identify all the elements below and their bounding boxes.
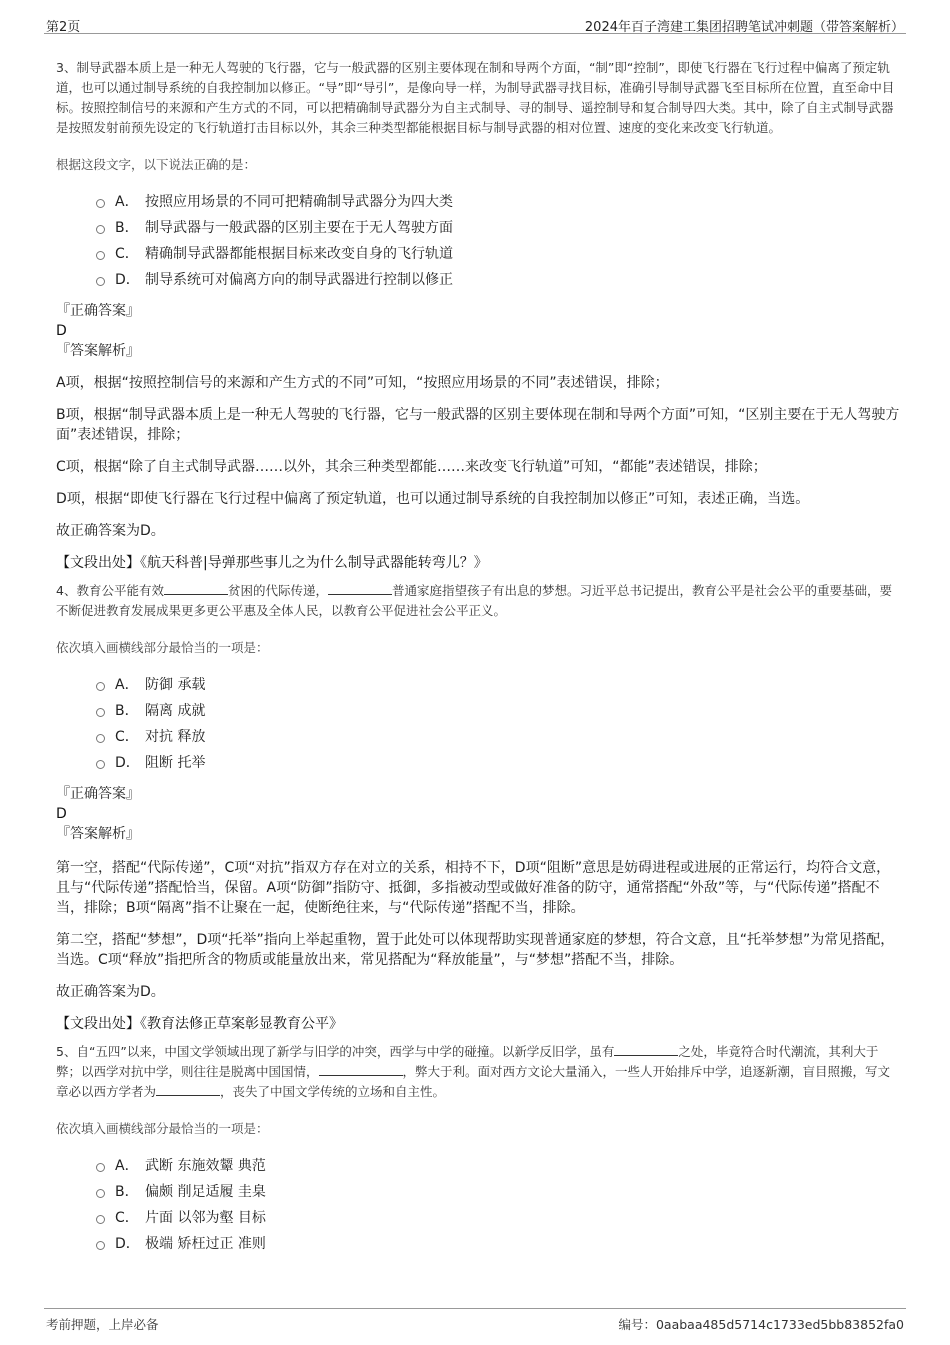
analysis-label: 『答案解析』: [56, 343, 140, 359]
question-3: [56, 58, 902, 573]
document-title: 2024年百子湾建工集团招聘笔试冲刺题（带答案解析）: [584, 20, 904, 35]
text-source: 【文段出处】《航天科普|导弹那些事儿之为什么制导武器能转弯儿？》: [56, 555, 488, 571]
option-b[interactable]: B． 偏颇 削足适履 圭臬: [96, 1179, 902, 1205]
question-5-prompt: 依次填入画横线部分最恰当的一项是：: [56, 1121, 269, 1136]
analysis-conclusion: 故正确答案为D。: [56, 523, 165, 539]
option-d[interactable]: D． 制导系统可对偏离方向的制导武器进行控制以修正: [96, 267, 902, 293]
question-3-prompt: 根据这段文字，以下说法正确的是：: [56, 157, 257, 172]
answer-label: 『正确答案』: [56, 303, 140, 319]
analysis-paragraph: 第一空，搭配“代际传递”，C项“对抗”指双方存在对立的关系，相持不下，D项“阻断”意思是妨碍进程或进展的正常运行，均符合文意，且与“代际传递”搭配恰当，保留。A项“防御”指防守、抵御，多指被动型或做好准备的防守，通常搭配“外敌”等，与“代际传递”搭配不当，排除；B项“隔离”指不让聚在一起，使断绝往来，与“代际传递”搭配不当，排除。: [56, 860, 891, 916]
radio-icon[interactable]: [96, 682, 105, 691]
question-4-options: [96, 672, 902, 776]
radio-icon[interactable]: [96, 199, 105, 208]
fill-blank: [614, 1043, 678, 1056]
text-source: 【文段出处】《教育法修正草案彰显教育公平》: [56, 1016, 343, 1032]
option-c[interactable]: C． 对抗 释放: [96, 724, 902, 750]
analysis-paragraph: B项，根据“制导武器本质上是一种无人驾驶的飞行器，它与一般武器的区别主要体现在制和导两个方面”可知，“区别主要在于无人驾驶方面”表述错误，排除；: [56, 407, 900, 443]
radio-icon[interactable]: [96, 760, 105, 769]
question-5-options: [96, 1153, 902, 1257]
option-a[interactable]: A． 防御 承载: [96, 672, 902, 698]
radio-icon[interactable]: [96, 1163, 105, 1172]
option-a[interactable]: A． 武断 东施效颦 典范: [96, 1153, 902, 1179]
question-4-prompt: 依次填入画横线部分最恰当的一项是：: [56, 640, 269, 655]
page-footer: [44, 1308, 906, 1335]
option-d[interactable]: D． 极端 矫枉过正 准则: [96, 1231, 902, 1257]
page-number: 第2页: [46, 20, 81, 35]
document-body: [56, 58, 902, 1257]
radio-icon[interactable]: [96, 1189, 105, 1198]
radio-icon[interactable]: [96, 277, 105, 286]
fill-blank: [156, 1083, 220, 1096]
radio-icon[interactable]: [96, 708, 105, 717]
analysis-label: 『答案解析』: [56, 826, 140, 842]
page-header: [44, 13, 906, 34]
radio-icon[interactable]: [96, 1241, 105, 1250]
fill-blank: [164, 582, 228, 595]
radio-icon[interactable]: [96, 734, 105, 743]
answer-label: 『正确答案』: [56, 786, 140, 802]
document-id: 编号：0aabaa485d5714c1733ed5bb83852fa0: [618, 1317, 904, 1332]
option-c[interactable]: C． 精确制导武器都能根据目标来改变自身的飞行轨道: [96, 241, 902, 267]
analysis-conclusion: 故正确答案为D。: [56, 984, 165, 1000]
analysis-paragraph: A项，根据“按照控制信号的来源和产生方式的不同”可知，“按照应用场景的不同”表述错误，排除；: [56, 375, 669, 391]
correct-answer: D: [56, 806, 67, 822]
radio-icon[interactable]: [96, 1215, 105, 1224]
option-b[interactable]: B． 隔离 成就: [96, 698, 902, 724]
question-4: [56, 581, 902, 1034]
fill-blank: [328, 582, 392, 595]
question-3-options: [96, 189, 902, 293]
correct-answer: D: [56, 323, 67, 339]
footer-slogan: 考前押题，上岸必备: [46, 1317, 159, 1332]
option-c[interactable]: C． 片面 以邻为壑 目标: [96, 1205, 902, 1231]
question-5-stem: 5、自“五四”以来，中国文学领域出现了新学与旧学的冲突，西学与中学的碰撞。以新学反旧学，虽有 之处，毕竟符合时代潮流，其利大于弊；以西学对抗中学，则往往是脱离中国国情， ，弊大于利。面对西方文论大量涌入，一些人开始排斥中学，追逐新潮，盲目照搬，写文章必以西方学者为 ，丧失了中国文学传统的立场和自主性。: [56, 1044, 891, 1099]
radio-icon[interactable]: [96, 251, 105, 260]
option-d[interactable]: D． 阻断 托举: [96, 750, 902, 776]
analysis-paragraph: 第二空，搭配“梦想”，D项“托举”指向上举起重物，置于此处可以体现帮助实现普通家庭的梦想，符合文意，且“托举梦想”为常见搭配，当选。C项“释放”指把所含的物质或能量放出来，常见搭配为“释放能量”，与“梦想”搭配不当，排除。: [56, 932, 895, 968]
analysis-paragraph: D项，根据“即使飞行器在飞行过程中偏离了预定轨道，也可以通过制导系统的自我控制加以修正”可知，表述正确，当选。: [56, 491, 810, 507]
option-b[interactable]: B． 制导武器与一般武器的区别主要在于无人驾驶方面: [96, 215, 902, 241]
option-a[interactable]: A． 按照应用场景的不同可把精确制导武器分为四大类: [96, 189, 902, 215]
question-4-stem: 4、教育公平能有效 贫困的代际传递， 普通家庭指望孩子有出息的梦想。习近平总书记提出，教育公平是社会公平的重要基础，要不断促进教育发展成果更多更公平惠及全体人民，以教育公平促进社会公平正义。: [56, 583, 892, 618]
question-3-stem: 3、制导武器本质上是一种无人驾驶的飞行器，它与一般武器的区别主要体现在制和导两个方面，“制”即“控制”，即使飞行器在飞行过程中偏离了预定轨道，也可以通过制导系统的自我控制加以修正。“导”即“导引”，是像向导一样，为制导武器寻找目标，准确引导制导武器飞至目标所在位置，直至命中目标。按照控制信号的来源和产生方式的不同，可以把精确制导武器分为自主式制导、寻的制导、遥控制导和复合制导四大类。其中，除了自主式制导武器是按照发射前预先设定的飞行轨道打击目标以外，其余三种类型都能根据目标与制导武器的相对位置、速度的变化来改变飞行轨道。: [56, 60, 895, 135]
question-5: [56, 1042, 902, 1257]
fill-blank: [319, 1063, 403, 1076]
analysis-paragraph: C项，根据“除了自主式制导武器……以外，其余三种类型都能……来改变飞行轨道”可知，“都能”表述错误，排除；: [56, 459, 767, 475]
radio-icon[interactable]: [96, 225, 105, 234]
